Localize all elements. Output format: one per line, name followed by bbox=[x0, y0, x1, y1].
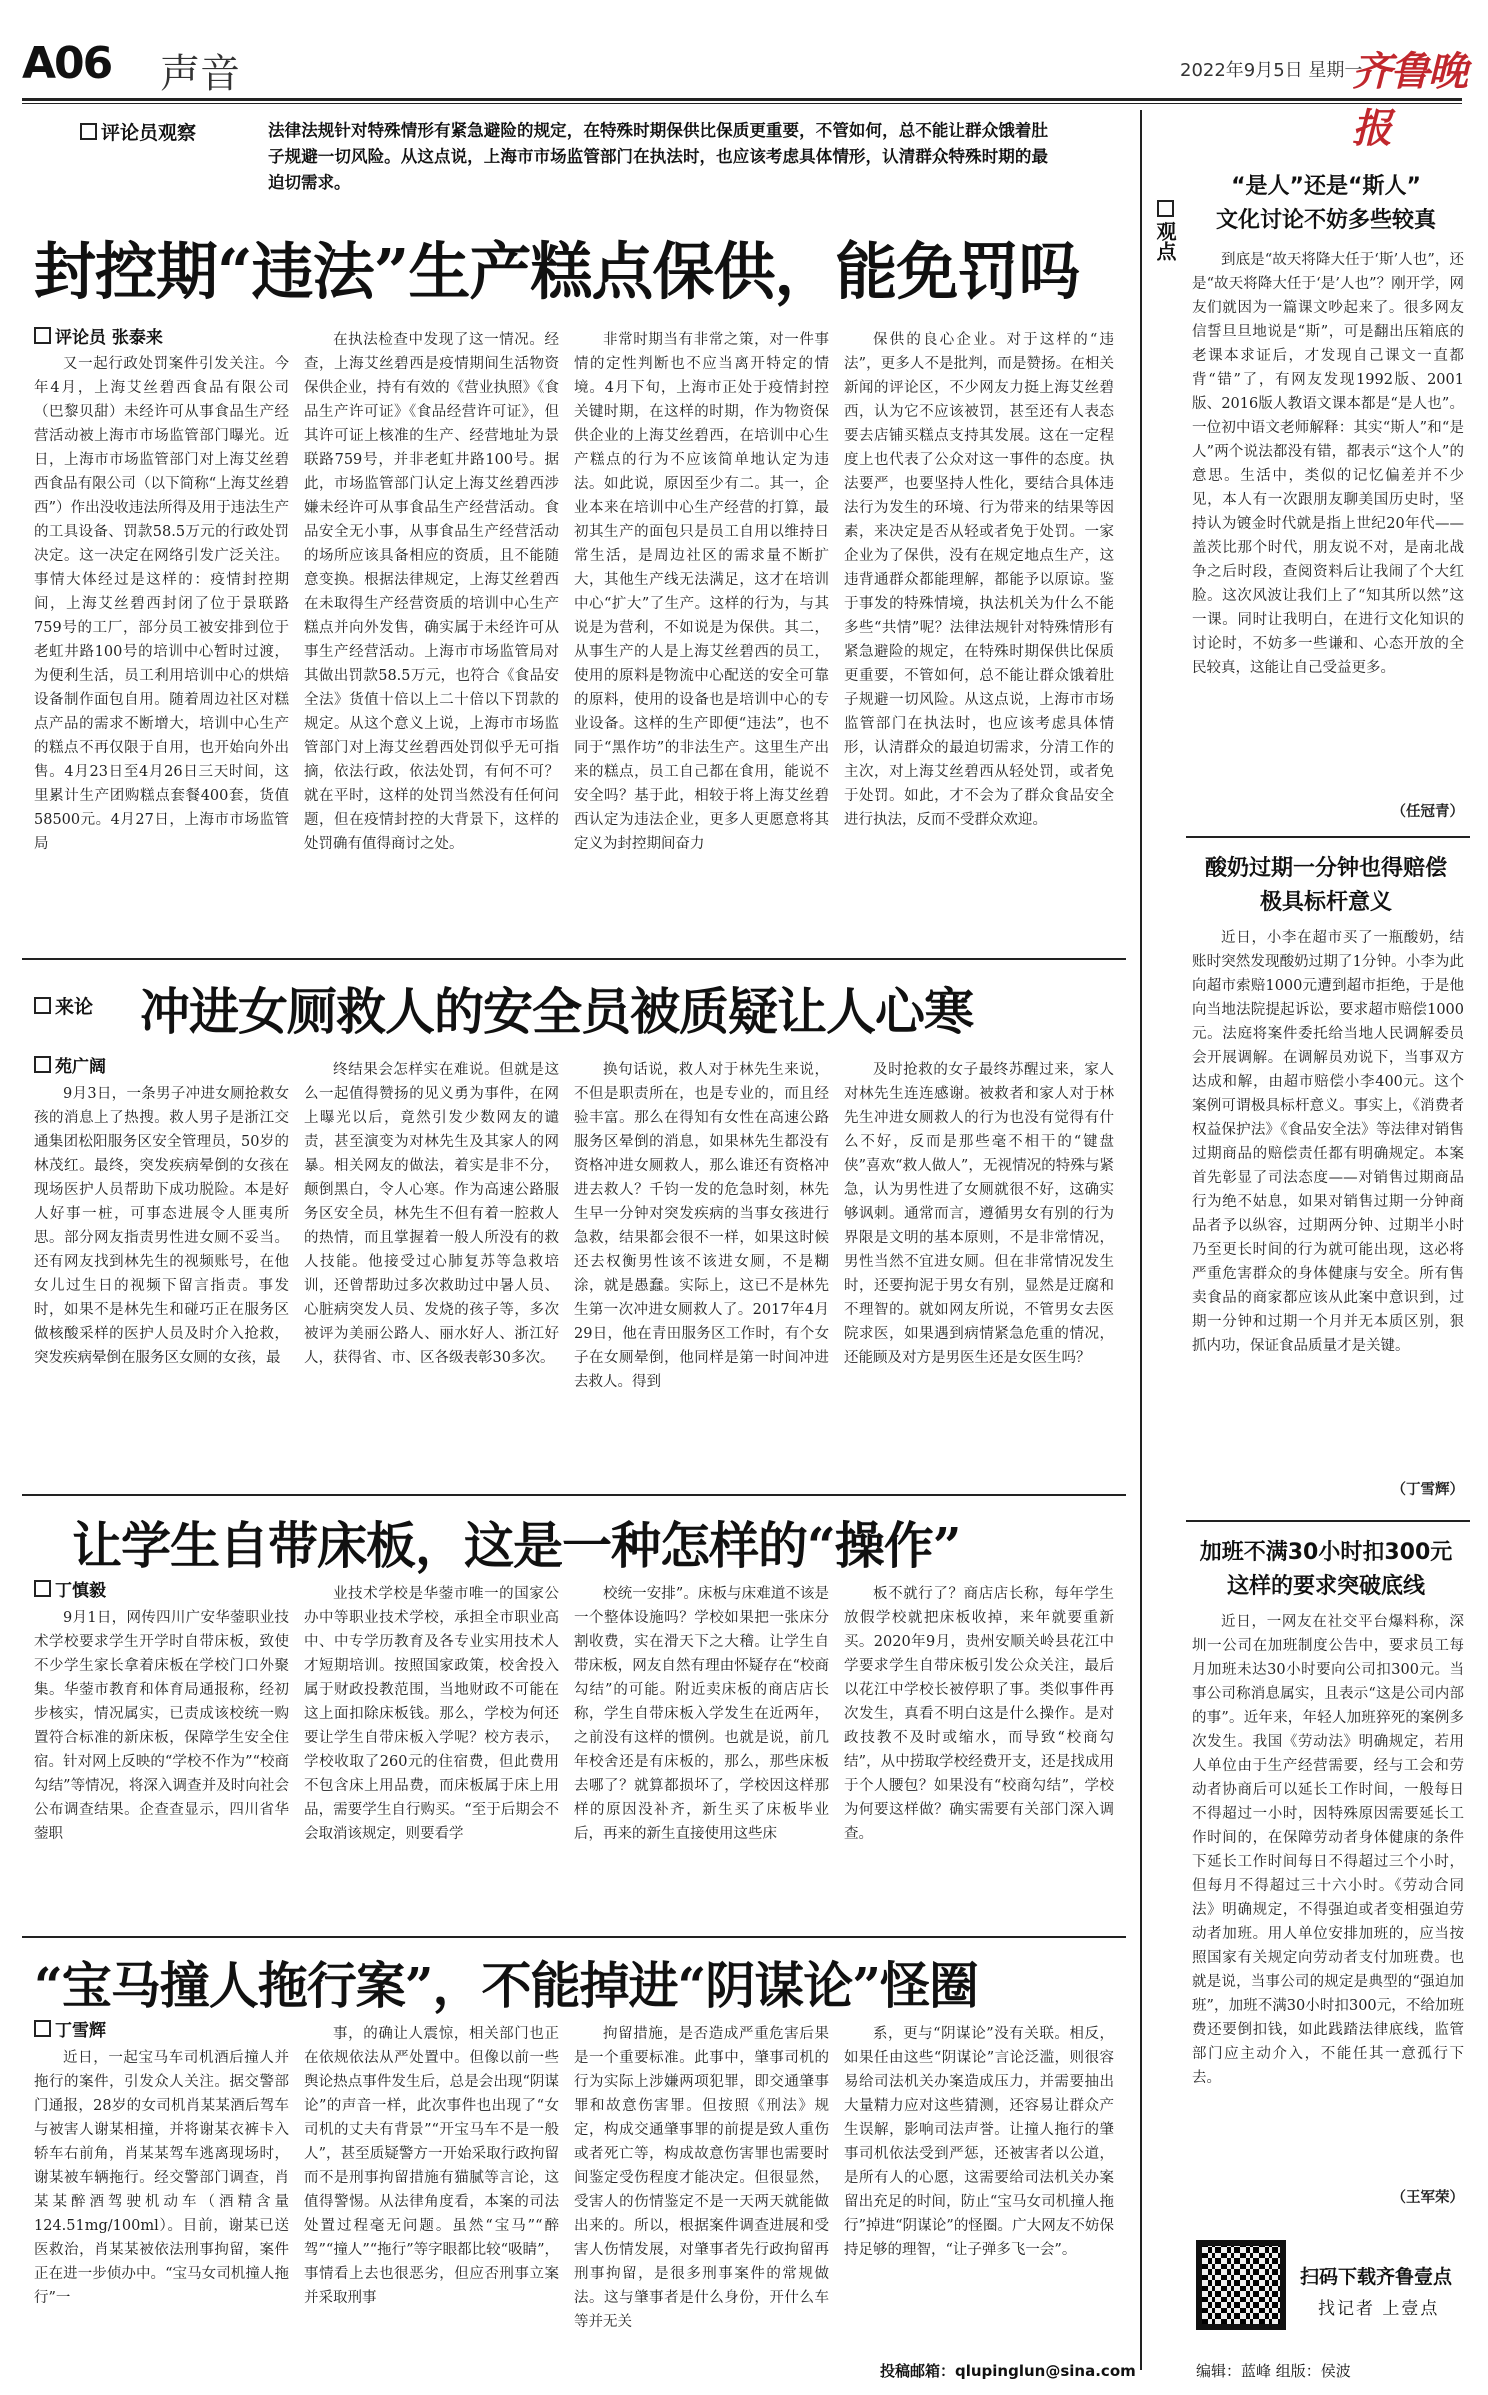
article2-col3: 换句话说，救人对于林先生来说，不但是职责所在，也是专业的，而且经验丰富。那么在得知有女性在高速公路服务区晕倒的消息，如果林先生都没有资格冲进女厕救人，那么谁还有资格冲进去救人？千钧一发的危急时刻，林先生早一分钟对突发疾病的当事女孩进行急救，结果都会很不一样，如果这时候还去权衡男性该不该进女厕，不是糊涂，就是愚蠢。实际上，这已不是林先生第一次冲进女厕救人了。2017年4月29日，他在青田服务区工作时，有个女子在女厕晕倒，他同样是第一时间冲进去救人。得到 bbox=[574, 1062, 829, 1390]
sidebar1-body: 到底是“故天将降大任于‘斯’人也”，还是“故天将降大任于‘是’人也”？刚开学，网友们就因为一篇课文吵起来了。很多网友信誓旦旦地说是“斯”，可是翻出压箱底的老课本求证后，才发现自己课文一直都背“错”了，有网友发现1992版、2001版、2016版人教语文课本都是“是人也”。一位初中语文老师解释：其实“斯人”和“是人”两个说法都没有错，都表示“这个人”的意思。生活中，类似的记忆偏差并不少见，本人有一次跟朋友聊美国历史时，坚持认为镀金时代就是指上世纪20年代——盖茨比那个时代，朋友说不对，是南北战争之后时段，查阅资料后让我闹了个大红脸。这次风波让我们上了“知其所以然”这一课。同时让我明白，在进行文化知识的讨论时，不妨多一些谦和、心态开放的全民较真，这能让自己受益更多。 bbox=[1192, 252, 1464, 676]
article1-col4: 保供的良心企业。对于这样的“违法”，更多人不是批判，而是赞扬。在相关新闻的评论区，不少网友力挺上海艾丝碧西，认为它不应该被罚，甚至还有人表态要去店铺买糕点支持其发展。这在一定程度上也代表了公众对这一事件的态度。执法要严，也要坚持人性化，要结合具体违法行为发生的环境、行为带来的结果等因素，来决定是否从轻或者免于处罚。一家企业为了保供，没有在规定地点生产，这违背通群众都能理解，都能予以原谅。鉴于事发的特殊情境，执法机关为什么不能多些“共情”呢？法律法规针对特殊情形有紧急避险的规定，在特殊时期保供比保质更重要，不管如何，总不能让群众饿着肚子规避一切风险。从这点说，上海市市场监管部门在执法时，也应该考虑具体情形，认清群众的最迫切需求，分清工作的主次，对上海艾丝碧西从轻处罚，或者免于处罚。如此，才不会为了群众食品安全进行执法，反而不受群众欢迎。 bbox=[844, 332, 1114, 828]
article4-col2: 事，的确让人震惊，相关部门也正在依规依法从严处置中。但像以前一些舆论热点事件发生后，总是会出现“阴谋论”的声音一样，此次事件也出现了“女司机的丈夫有背景”“开宝马车不是一般人”，甚至质疑警方一开始采取行政拘留而不是刑事拘留措施有猫腻等言论，这值得警惕。从法律角度看，本案的司法处置过程毫无问题。虽然“宝马”“醉驾”“撞人”“拖行”等字眼都比较“吸睛”，事情看上去也很恶劣，但应否刑事立案并采取刑事 bbox=[304, 2026, 559, 2306]
article1-title: 封控期“违法”生产糕点保供，能免罚吗 bbox=[34, 235, 1080, 308]
square-icon bbox=[34, 1056, 51, 1073]
article-intro: 法律法规针对特殊情形有紧急避险的规定，在特殊时期保供比保质更重要，不管如何，总不能让群众饿着肚子规避一切风险。从这点说，上海市市场监管部门在执法时，也应该考虑具体情形，认清群众特殊时期的最迫切需求。 bbox=[268, 121, 1048, 192]
sidebar2-signature: （丁雪辉） bbox=[1391, 1481, 1464, 1498]
article3-col4: 板不就行了？商店店长称，每年学生放假学校就把床板收掉，来年就要重新买。2020年9月，贵州安顺关岭县花江中学要求学生自带床板引发公众关注，最后以花江中学校长被停职了事。类似事件再次发生，真看不明白这是什么操作。是对政技教不及时或缩水，而导致“校商勾结”，从中捞取学校经费开支，还是找成用于个人腰包？如果没有“校商勾结”，学校为何要这样做？确实需要有关部门深入调查。 bbox=[844, 1586, 1114, 1842]
issue-date: 2022年9月5日 星期一 bbox=[1180, 60, 1363, 81]
submission-email: 投稿邮箱：qlupinglun@sina.com bbox=[880, 2362, 1136, 2380]
divider bbox=[22, 958, 1126, 960]
square-icon bbox=[80, 123, 97, 140]
column-label: 评论员观察 bbox=[80, 118, 196, 145]
article2-label: 来论 bbox=[34, 992, 93, 1019]
article2-col4: 及时抢救的女子最终苏醒过来，家人对林先生连连感谢。被救者和家人对于林先生冲进女厕救人的行为也没有觉得有什么不好，反而是那些毫不相干的“键盘侠”喜欢“救人做人”，无视情况的特殊与紧急，认为男性进了女厕就很不好，这确实够讽刺。通常而言，遵循男女有别的行为界限是文明的基本原则，不是非常情况，男性当然不宜进女厕。但在非常情况发生时，还要拘泥于男女有别，显然是迂腐和不理智的。就如网友所说，不管男女去医院求医，如果遇到病情紧急危重的情况，还能顾及对方是男医生还是女医生吗？ bbox=[844, 1062, 1114, 1366]
sidebar2-body: 近日，小李在超市买了一瓶酸奶，结账时突然发现酸奶过期了1分钟。小李为此向超市索赔1000元遭到超市拒绝，于是他向当地法院提起诉讼，要求超市赔偿1000元。法庭将案件委托给当地人民调解委员会开展调解。在调解员劝说下，当事双方达成和解，由超市赔偿小李400元。这个案例可谓极具标杆意义。事实上，《消费者权益保护法》《食品安全法》等法律对销售过期商品的赔偿责任都有明确规定。本案首先彰显了司法态度——对销售过期商品行为绝不姑息，如果对销售过期一分钟商品者予以纵容，过期两分钟、过期半小时乃至更长时间的行为就可能出现，这必将严重危害群众的身体健康与安全。所有售卖食品的商家都应该从此案中意识到，过期一分钟和过期一个月并无本质区别，狠抓内功，保证食品质量才是关键。 bbox=[1192, 930, 1464, 1354]
sidebar-label: 观点 bbox=[1152, 200, 1180, 261]
article2-col1: 9月3日，一条男子冲进女厕抢救女孩的消息上了热搜。救人男子是浙江交通集团松阳服务区安全管理员，50岁的林茂红。最终，突发疾病晕倒的女孩在现场医护人员帮助下成功脱险。本是好人好事一桩，可事态进展令人匪夷所思。部分网友指责男性进女厕不妥当。还有网友找到林先生的视频账号，在他女儿过生日的视频下留言指责。事发时，如果不是林先生和碰巧正在服务区做核酸采样的医护人员及时介入抢救，突发疾病晕倒在服务区女厕的女孩，最 bbox=[34, 1086, 289, 1366]
qr-subcaption: 找记者 上壹点 bbox=[1318, 2299, 1440, 2319]
article3-col2: 业技术学校是华蓥市唯一的国家公办中等职业技术学校，承担全市职业高中、中专学历教育及各专业实用技术人才短期培训。按照国家政策，校舍投入属于财政投教范围，当地财政不可能在这上面扣除床板钱。那么，学校为何还要让学生自带床板入学呢？校方表示，学校收取了260元的住宿费，但此费用不包含床上用品费，而床板属于床上用品，需要学生自行购买。“至于后期会不会取消该规定，则要看学 bbox=[304, 1586, 559, 1842]
article3-title: 让学生自带床板，这是一种怎样的“操作” bbox=[72, 1516, 961, 1575]
divider bbox=[22, 1936, 1126, 1938]
page-number: A06 bbox=[22, 38, 112, 89]
article2-col2: 终结果会怎样实在难说。但就是这么一起值得赞扬的见义勇为事件，在网上曝光以后，竟然引发少数网友的谴责，甚至演变为对林先生及其家人的网暴。相关网友的做法，着实是非不分，颠倒黑白，令人心寒。作为高速公路服务区安全员，林先生不但有着一腔救人的热情，而且掌握着一般人所没有的救人技能。他接受过心肺复苏等急救培训，还曾帮助过多次救助过中暑人员、心脏病突发人员、发烧的孩子等，多次被评为美丽公路人、丽水好人、浙江好人，获得省、市、区各级表彰30多次。 bbox=[304, 1062, 559, 1366]
article1-col1: 又一起行政处罚案件引发关注。今年4月，上海艾丝碧西食品有限公司（巴黎贝甜）未经许可从事食品生产经营活动被上海市市场监管部门曝光。近日，上海市市场监管部门对上海艾丝碧西食品有限公司（以下简称“上海艾丝碧西”）作出没收违法所得及用于违法生产的工具设备、罚款58.5万元的行政处罚决定。这一决定在网络引发广泛关注。事情大体经过是这样的：疫情封控期间，上海艾丝碧西封闭了位于景联路759号的工厂，部分员工被安排到位于老虹井路100号的培训中心暂时过渡，为便利生活，员工利用培训中心的烘焙设备制作面包自用。随着周边社区对糕点产品的需求不断增大，培训中心生产的糕点不再仅限于自用，也开始向外出售。4月23日至4月26日三天时间，这里累计生产团购糕点套餐400套，货值58500元。4月27日，上海市市场监管局 bbox=[34, 356, 289, 852]
article4-col1: 近日，一起宝马车司机酒后撞人并拖行的案件，引发众人关注。据交警部门通报，28岁的女司机肖某某酒后驾车与被害人谢某相撞，并将谢某衣裤卡入轿车右前角，肖某某驾车逃离现场时，谢某被车辆拖行。经交警部门调查，肖某某醉酒驾驶机动车（酒精含量124.51mg/100ml）。目前，谢某已送医救治，肖某某被依法刑事拘留，案件正在进一步侦办中。“宝马女司机撞人拖行”一 bbox=[34, 2050, 289, 2306]
qr-caption: 扫码下载齐鲁壹点 bbox=[1300, 2266, 1453, 2288]
header-rule-thin bbox=[22, 103, 1462, 104]
sidebar3-title: 加班不满30小时扣300元 这样的要求突破底线 bbox=[1199, 1540, 1453, 1599]
square-icon bbox=[34, 997, 51, 1014]
article1-col2: 在执法检查中发现了这一情况。经查，上海艾丝碧西是疫情期间生活物资保供企业，持有有效的《营业执照》《食品生产许可证》《食品经营许可证》，但其许可证上核准的生产、经营地址为景联路759号，并非老虹井路100号。据此，市场监管部门认定上海艾丝碧西涉嫌未经许可从事食品生产经营活动。食品安全无小事，从事食品生产经营活动的场所应该具备相应的资质，且不能随意变换。根据法律规定，上海艾丝碧西在未取得生产经营资质的培训中心生产糕点并向外发售，确实属于未经许可从事生产经营活动。上海市市场监管局对其做出罚款58.5万元，也符合《食品安全法》货值十倍以上二十倍以下罚款的规定。从这个意义上说，上海市市场监管部门对上海艾丝碧西处罚似乎无可指摘，依法行政，依法处罚，有何不可？就在平时，这样的处罚当然没有任何问题，但在疫情封控的大背景下，这样的处罚确有值得商讨之处。 bbox=[304, 332, 559, 852]
article4-col4: 系，更与“阴谋论”没有关联。相反，如果任由这些“阴谋论”言论泛滥，则很容易给司法机关办案造成压力，并需要抽出大量精力应对这些猜测，还容易让群众产生误解，影响司法声誉。让撞人拖行的肇事司机依法受到严惩，还被害者以公道，是所有人的心愿，这需要给司法机关办案留出充足的时间，防止“宝马女司机撞人拖行”掉进“阴谋论”的怪圈。广大网友不妨保持足够的理智，“让子弹多飞一会”。 bbox=[844, 2026, 1114, 2258]
section-name: 声音 bbox=[160, 51, 240, 97]
square-icon bbox=[34, 2020, 51, 2037]
header-rule bbox=[22, 98, 1462, 101]
qr-code bbox=[1196, 2240, 1286, 2330]
article4-title: “宝马撞人拖行案”，不能掉进“阴谋论”怪圈 bbox=[34, 1956, 979, 2015]
article3-col3: 校统一安排”。床板与床难道不该是一个整体设施吗？学校如果把一张床分割收费，实在滑天下之大稽。让学生自带床板，网友自然有理由怀疑存在“校商勾结”的可能。附近卖床板的商店店长称，学生自带床板入学发生在近两年，之前没有这样的惯例。也就是说，前几年校舍还是有床板的，那么，那些床板去哪了？就算都损坏了，学校因这样那样的原因没补齐，新生买了床板毕业后，再来的新生直接使用这些床 bbox=[574, 1586, 829, 1842]
sidebar3-signature: （王军荣） bbox=[1391, 2189, 1464, 2206]
article1-byline: 评论员 张泰来 bbox=[34, 323, 163, 348]
sidebar1-title: “是人”还是“斯人” 文化讨论不妨多些较真 bbox=[1215, 174, 1436, 233]
sidebar3-body: 近日，一网友在社交平台爆料称，深圳一公司在加班制度公告中，要求员工每月加班未达30小时要向公司扣300元。当事公司称消息属实，且表示“这是公司内部的事”。近年来，年轻人加班猝死的案例多次发生。我国《劳动法》明确规定，若用人单位由于生产经营需要，经与工会和劳动者协商后可以延长工作时间，一般每日不得超过一小时，因特殊原因需要延长工作时间的，在保障劳动者身体健康的条件下延长工作时间每日不得超过三个小时，但每月不得超过三十六小时。《劳动合同法》明确规定，不得强迫或者变相强迫劳动者加班。用人单位安排加班的，应当按照国家有关规定向劳动者支付加班费。也就是说，当事公司的规定是典型的“强迫加班”，加班不满30小时扣300元，不给加班费还要倒扣钱，如此践踏法律底线，监管部门应主动介入，不能任其一意孤行下去。 bbox=[1192, 1614, 1464, 2086]
article3-byline: 丁慎毅 bbox=[34, 1576, 106, 1601]
sidebar1-signature: （任冠青） bbox=[1391, 803, 1464, 820]
square-icon bbox=[34, 1580, 51, 1597]
newspaper-logo: 齐鲁晚报 bbox=[1352, 48, 1466, 152]
article2-byline: 苑广阔 bbox=[34, 1052, 106, 1077]
sidebar-divider bbox=[1140, 110, 1142, 2370]
editor-credits: 编辑：蓝峰 组版：侯波 bbox=[1196, 2362, 1351, 2380]
article3-col1: 9月1日，网传四川广安华蓥职业技术学校要求学生开学时自带床板，致使不少学生家长拿着床板在学校门口外聚集。华蓥市教育和体育局通报称，经初步核实，情况属实，已责成该校统一购置符合标准的新床板，保障学生安全住宿。针对网上反映的“学校不作为”“校商勾结”等情况，将深入调查并及时向社会公布调查结果。企查查显示，四川省华蓥职 bbox=[34, 1610, 289, 1842]
divider bbox=[1186, 836, 1470, 838]
divider bbox=[22, 1494, 1126, 1496]
article1-col3: 非常时期当有非常之策，对一件事情的定性判断也不应当离开特定的情境。4月下旬，上海市正处于疫情封控关键时期，在这样的时期，作为物资保供企业的上海艾丝碧西，在培训中心生产糕点的行为不应该简单地认定为违法。如此说，原因至少有二。其一，企业本来在培训中心生产经营的打算，最初其生产的面包只是员工自用以维持日常生活，是周边社区的需求量不断扩大，其他生产线无法满足，这才在培训中心“扩大”了生产。这样的行为，与其说是为营利，不如说是为保供。其二，从事生产的人是上海艾丝碧西的员工，使用的原料是物流中心配送的安全可靠的原料，使用的设备也是培训中心的专业设备。这样的生产即便“违法”，也不同于“黑作坊”的非法生产。这里生产出来的糕点，员工自己都在食用，能说不安全吗？基于此，相较于将上海艾丝碧西认定为违法企业，更多人更愿意将其定义为封控期间奋力 bbox=[574, 332, 829, 852]
article4-byline: 丁雪辉 bbox=[34, 2016, 106, 2041]
square-icon bbox=[1157, 200, 1174, 217]
divider bbox=[1186, 1520, 1470, 1522]
article4-col3: 拘留措施，是否造成严重危害后果是一个重要标准。此事中，肇事司机的行为实际上涉嫌两项犯罪，即交通肇事罪和故意伤害罪。但按照《刑法》规定，构成交通肇事罪的前提是致人重伤或者死亡等，构成故意伤害罪也需要时间鉴定受伤程度才能决定。但很显然，受害人的伤情鉴定不是一天两天就能做出来的。所以，根据案件调查进展和受害人伤情发展，对肇事者先行政拘留再刑事拘留，是很多刑事案件的常规做法。这与肇事者是什么身份，开什么车等并无关 bbox=[574, 2026, 829, 2330]
sidebar2-title: 酸奶过期一分钟也得赔偿 极具标杆意义 bbox=[1204, 856, 1447, 915]
article2-title: 冲进女厕救人的安全员被质疑让人心寒 bbox=[140, 982, 973, 1041]
square-icon bbox=[34, 327, 51, 344]
